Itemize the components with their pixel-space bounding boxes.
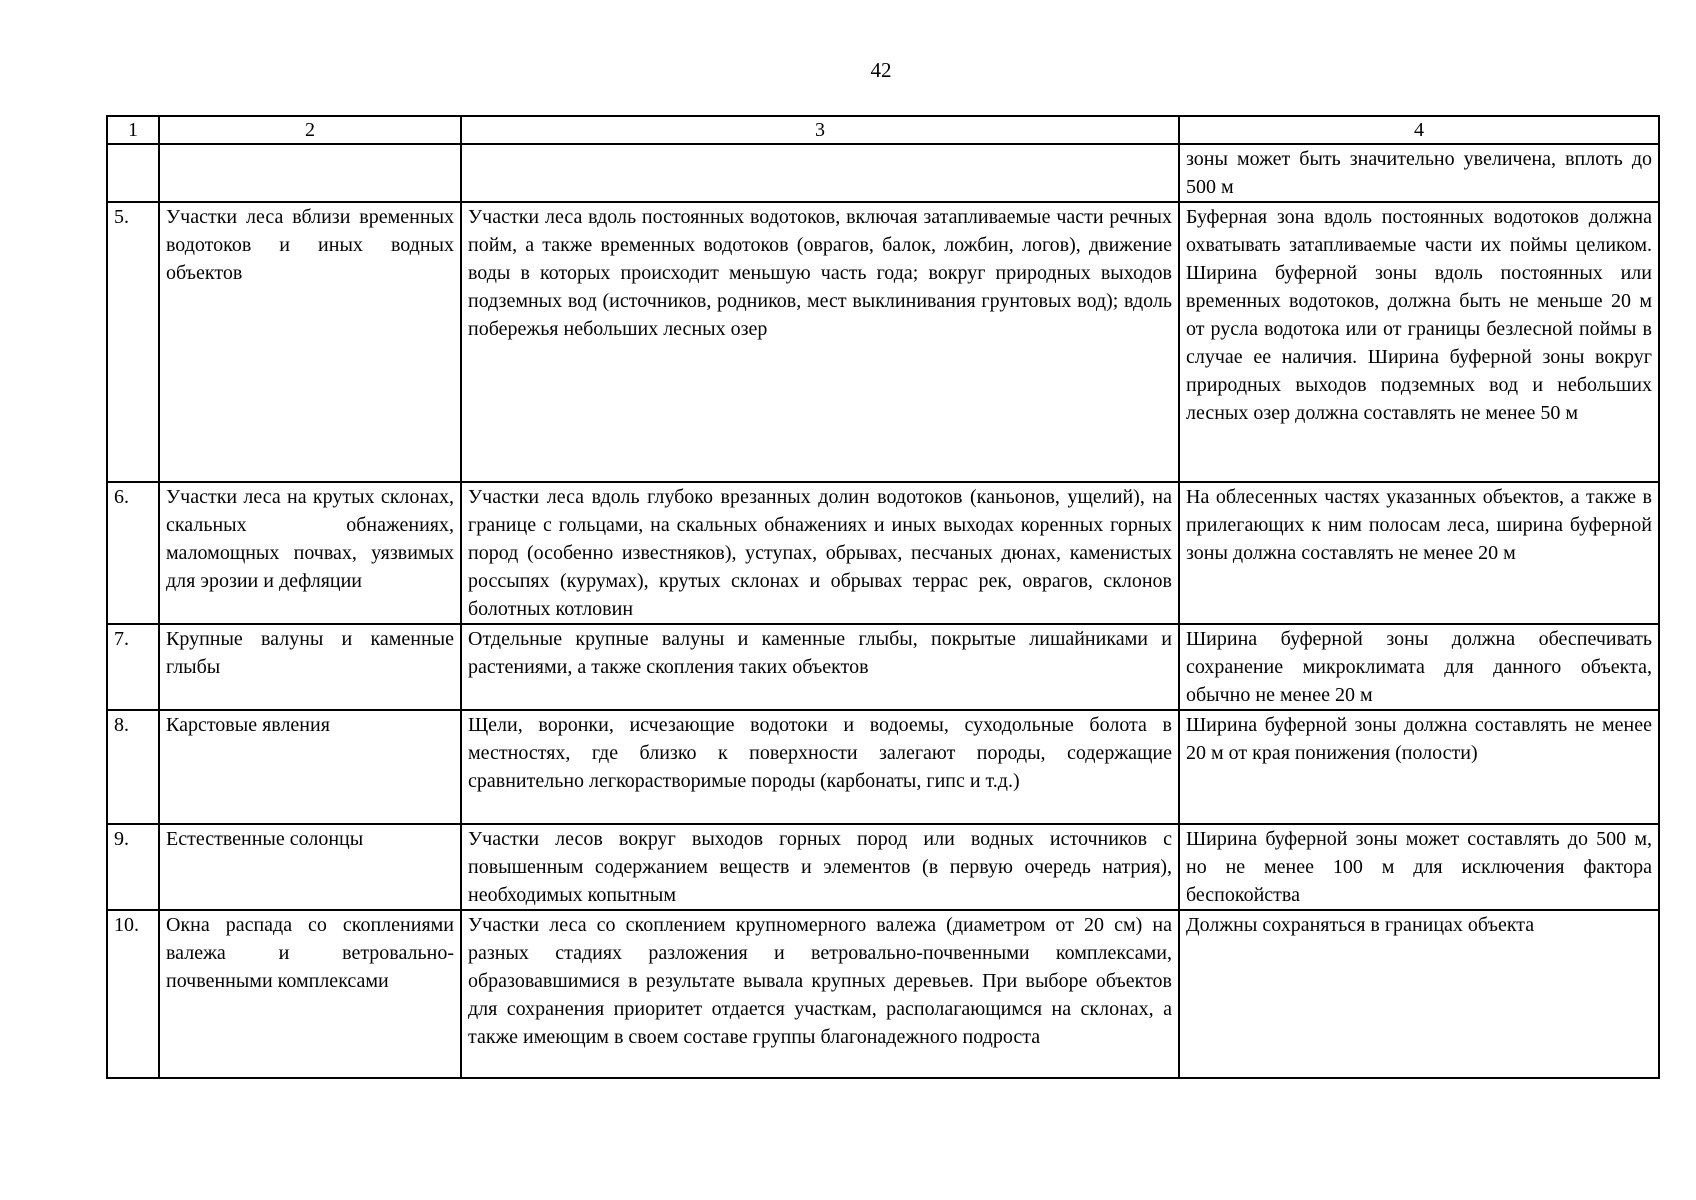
object-name: Крупные валуны и каменные глыбы <box>159 624 461 710</box>
buffer-zone-requirement: На облесенных частях указанных объектов, а также в прилегающих к ним полосам леса, ширина буферной зоны должна составлять не менее 20 м <box>1179 482 1659 624</box>
table-row <box>107 202 1659 482</box>
object-description <box>461 144 1179 202</box>
row-number: 9. <box>107 824 159 910</box>
object-description: Участки леса со скоплением крупномерного валежа (диаметром от 20 см) на разных стадиях разложения и ветровально-почвенными комплексами, образовавшимися в результате вывала крупных деревьев. При выборе объектов для сохранения приоритет отдается участкам, располагающимся на склонах, а также имеющим в своем составе группы благонадежного подроста <box>461 910 1179 1078</box>
object-name: Окна распада со скоплениями валежа и ветровально-почвенными комплексами <box>159 910 461 1078</box>
object-name: Участки леса на крутых склонах, скальных обнажениях, маломощных почвах, уязвимых для эрозии и дефляции <box>159 482 461 624</box>
page-number: 42 <box>870 58 892 82</box>
row-number <box>107 144 159 202</box>
header-row <box>107 116 1659 144</box>
table-row <box>107 710 1659 824</box>
table-row <box>107 824 1659 910</box>
object-name: Участки леса вблизи временных водотоков и иных водных объектов <box>159 202 461 482</box>
row-number: 6. <box>107 482 159 624</box>
object-name: Карстовые явления <box>159 710 461 824</box>
buffer-zone-requirement: Ширина буферной зоны должна обеспечивать сохранение микроклимата для данного объекта, обычно не менее 20 м <box>1179 624 1659 710</box>
header-col-3: 3 <box>461 116 1179 144</box>
header-col-1: 1 <box>107 116 159 144</box>
header-col-2: 2 <box>159 116 461 144</box>
row-number: 7. <box>107 624 159 710</box>
buffer-zone-requirement: зоны может быть значительно увеличена, вплоть до 500 м <box>1179 144 1659 202</box>
table-row <box>107 144 1659 202</box>
buffer-zone-requirement: Буферная зона вдоль постоянных водотоков должна охватывать затапливаемые части их поймы целиком. Ширина буферной зоны вдоль постоянных или временных водотоков, должна быть не меньше 20 м от русла водотока или от границы безлесной поймы в случае ее наличия. Ширина буферной зоны вокруг природных выходов подземных вод и небольших лесных озер должна составлять не менее 50 м <box>1179 202 1659 482</box>
object-description: Участки лесов вокруг выходов горных пород или водных источников с повышенным содержанием веществ и элементов (в первую очередь натрия), необходимых копытным <box>461 824 1179 910</box>
table-row <box>107 624 1659 710</box>
object-description: Отдельные крупные валуны и каменные глыбы, покрытые лишайниками и растениями, а также скопления таких объектов <box>461 624 1179 710</box>
buffer-zone-requirement: Должны сохраняться в границах объекта <box>1179 910 1659 1078</box>
object-description: Участки леса вдоль постоянных водотоков, включая затапливаемые части речных пойм, а также временных водотоков (оврагов, балок, ложбин, логов), движение воды в которых происходит меньшую часть года; вокруг природных выходов подземных вод (источников, родников, мест выклинивания грунтовых вод); вдоль побережья небольших лесных озер <box>461 202 1179 482</box>
header-col-4: 4 <box>1179 116 1659 144</box>
row-number: 10. <box>107 910 159 1078</box>
table-row <box>107 482 1659 624</box>
object-description: Участки леса вдоль глубоко врезанных долин водотоков (каньонов, ущелий), на границе с гольцами, на скальных обнажениях и иных выходах коренных горных пород (особенно известняков), уступах, обрывах, песчаных дюнах, каменистых россыпях (курумах), крутых склонах и обрывах террас рек, оврагов, склонов болотных котловин <box>461 482 1179 624</box>
object-name: Естественные солонцы <box>159 824 461 910</box>
object-name <box>159 144 461 202</box>
object-description: Щели, воронки, исчезающие водотоки и водоемы, суходольные болота в местностях, где близко к поверхности залегают породы, содержащие сравнительно легкорастворимые породы (карбонаты, гипс и т.д.) <box>461 710 1179 824</box>
row-number: 8. <box>107 710 159 824</box>
row-number: 5. <box>107 202 159 482</box>
table-row <box>107 910 1659 1078</box>
buffer-zone-requirement: Ширина буферной зоны должна составлять не менее 20 м от края понижения (полости) <box>1179 710 1659 824</box>
buffer-zone-table <box>106 115 1660 1079</box>
buffer-zone-requirement: Ширина буферной зоны может составлять до 500 м, но не менее 100 м для исключения фактора беспокойства <box>1179 824 1659 910</box>
